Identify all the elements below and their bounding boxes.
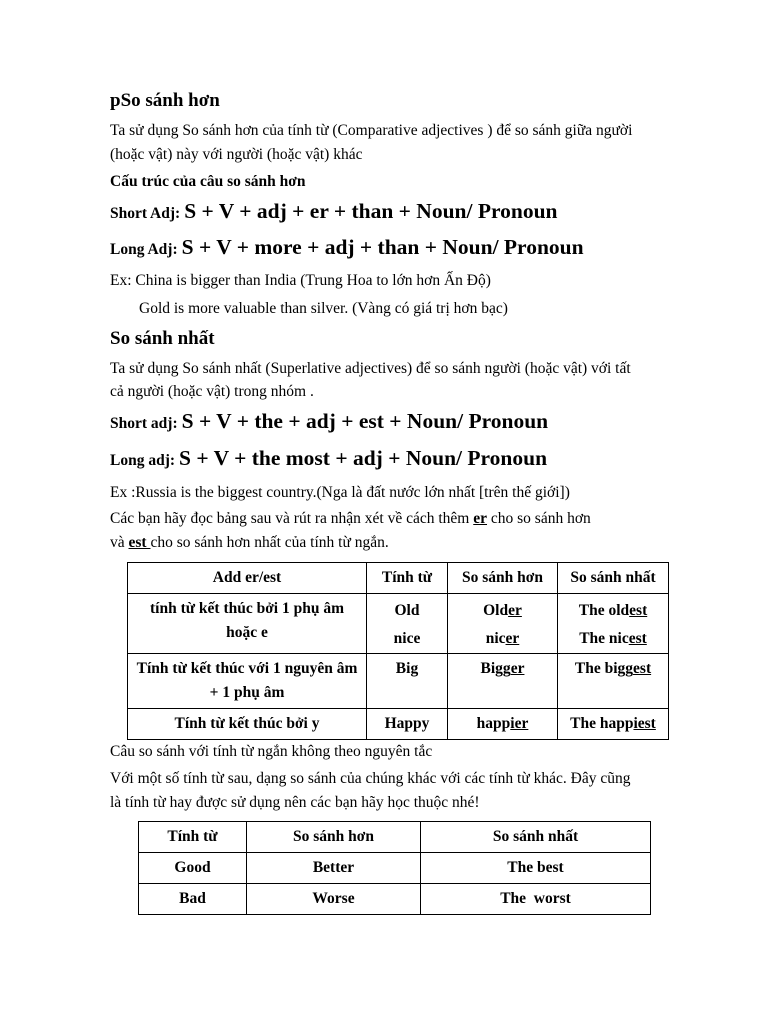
est-suffix: est	[128, 534, 151, 551]
long-adj-formula: S + V + the most + adj + Noun/ Pronoun	[179, 446, 548, 470]
adjective-value: Old	[394, 602, 420, 619]
word-stem: nic	[485, 630, 506, 647]
superlative-intro-line-1: Ta sử dụng So sánh nhất (Superlative adjectives) để so sánh người (hoặc vật) với tất	[110, 360, 631, 377]
rule-cell: Tính từ kết thúc bởi y	[128, 709, 367, 740]
instruction-text: và	[110, 534, 129, 551]
table-row	[139, 884, 651, 915]
table-row	[128, 654, 669, 709]
table-header-cell: So sánh nhất	[558, 563, 669, 594]
er-suffix: er	[473, 510, 488, 527]
short-adj-formula: S + V + adj + er + than + Noun/ Pronoun	[184, 199, 558, 223]
suffix: est	[629, 602, 648, 619]
table-row	[139, 853, 651, 884]
comparative-cell	[448, 654, 558, 709]
superlative-value	[564, 625, 662, 653]
instruction-line-2	[110, 534, 389, 552]
superlative-cell	[558, 654, 669, 709]
adjective-cell: Happy	[367, 709, 448, 740]
comparative-intro-line-1: Ta sử dụng So sánh hơn của tính từ (Comparative adjectives ) để so sánh giữa người	[110, 122, 633, 139]
suffix: ier	[510, 715, 529, 732]
table-header-row	[139, 822, 651, 853]
superlative-short-formula-line	[110, 409, 548, 434]
irregular-intro-line-1: Với một số tính từ sau, dạng so sánh của chúng khác với các tính từ khác. Đây cũng	[110, 770, 631, 787]
comparative-long-formula-line	[110, 235, 584, 260]
adjective-value: nice	[393, 630, 421, 647]
short-adj-formula: S + V + the + adj + est + Noun/ Pronoun	[181, 409, 549, 433]
suffix: iest	[633, 715, 656, 732]
word-stem: The bigg	[574, 660, 634, 677]
comparative-value	[454, 625, 551, 653]
irregular-adjectives-table	[138, 821, 651, 915]
table-header-cell: Tính từ	[367, 563, 448, 594]
suffix: est	[633, 660, 652, 677]
comparative-cell	[448, 594, 558, 654]
table-header-cell: So sánh nhất	[421, 822, 651, 853]
heading-comparative: pSo sánh hơn	[110, 90, 220, 111]
word-stem: Bigg	[480, 660, 511, 677]
table-header-cell: Tính từ	[139, 822, 247, 853]
adjective-cell: Big	[367, 654, 448, 709]
comparative-cell: Worse	[247, 884, 421, 915]
long-adj-label: Long adj:	[110, 452, 176, 469]
superlative-value	[564, 597, 662, 625]
long-adj-label: Long Adj:	[110, 241, 178, 258]
instruction-text: cho so sánh hơn nhất của tính từ ngắn.	[150, 534, 389, 551]
adjective-cell: Bad	[139, 884, 247, 915]
word-stem: The old	[578, 602, 630, 619]
table-row	[128, 594, 669, 654]
comparative-cell: Better	[247, 853, 421, 884]
adjective-cell: Good	[139, 853, 247, 884]
superlative-example: Ex :Russia is the biggest country.(Nga là đất nước lớn nhất [trên thế giới])	[110, 484, 570, 501]
short-adj-label: Short Adj:	[110, 205, 181, 222]
long-adj-formula: S + V + more + adj + than + Noun/ Pronoun	[181, 235, 584, 259]
comparative-example-2: Gold is more valuable than silver. (Vàng có giá trị hơn bạc)	[139, 300, 508, 317]
comparative-short-formula-line	[110, 199, 558, 224]
er-est-rules-table	[127, 562, 669, 740]
superlative-intro-line-2: cả người (hoặc vật) trong nhóm .	[110, 383, 314, 400]
short-adj-label: Short adj:	[110, 415, 178, 432]
comparative-example-1: Ex: China is bigger than India (Trung Hoa to lớn hơn Ấn Độ)	[110, 272, 491, 289]
word-stem: Old	[483, 602, 509, 619]
superlative-cell	[558, 594, 669, 654]
instruction-text: Các bạn hãy đọc bảng sau và rút ra nhận xét về cách thêm	[110, 510, 474, 527]
irregular-intro-line-2: là tính từ hay được sử dụng nên các bạn hãy học thuộc nhé!	[110, 794, 480, 811]
rule-cell: tính từ kết thúc bởi 1 phụ âm hoặc e	[128, 594, 367, 654]
superlative-cell: The best	[421, 853, 651, 884]
adjective-cell	[367, 594, 448, 654]
superlative-long-formula-line	[110, 446, 547, 471]
suffix: er	[505, 630, 520, 647]
table-header-cell: Add er/est	[128, 563, 367, 594]
comparative-value	[454, 597, 551, 625]
heading-superlative: So sánh nhất	[110, 328, 215, 349]
word-stem: The nic	[579, 630, 629, 647]
word-stem: happ	[476, 715, 511, 732]
superlative-cell: The worst	[421, 884, 651, 915]
table-header-cell: So sánh hơn	[247, 822, 421, 853]
instruction-text: cho so sánh hơn	[487, 510, 591, 527]
suffix: er	[510, 660, 525, 677]
table-row	[128, 709, 669, 740]
rule-cell: Tính từ kết thúc với 1 nguyên âm + 1 phụ âm	[128, 654, 367, 709]
instruction-line-1	[110, 510, 591, 528]
comparative-intro-line-2: (hoặc vật) này với người (hoặc vật) khác	[110, 146, 363, 163]
comparative-cell	[448, 709, 558, 740]
suffix: est	[628, 630, 647, 647]
word-stem: The happ	[570, 715, 634, 732]
suffix: er	[508, 602, 522, 619]
irregular-title: Câu so sánh với tính từ ngắn không theo nguyên tắc	[110, 743, 433, 760]
superlative-cell	[558, 709, 669, 740]
table-header-cell: So sánh hơn	[448, 563, 558, 594]
structure-title: Cấu trúc của câu so sánh hơn	[110, 173, 306, 190]
table-header-row	[128, 563, 669, 594]
